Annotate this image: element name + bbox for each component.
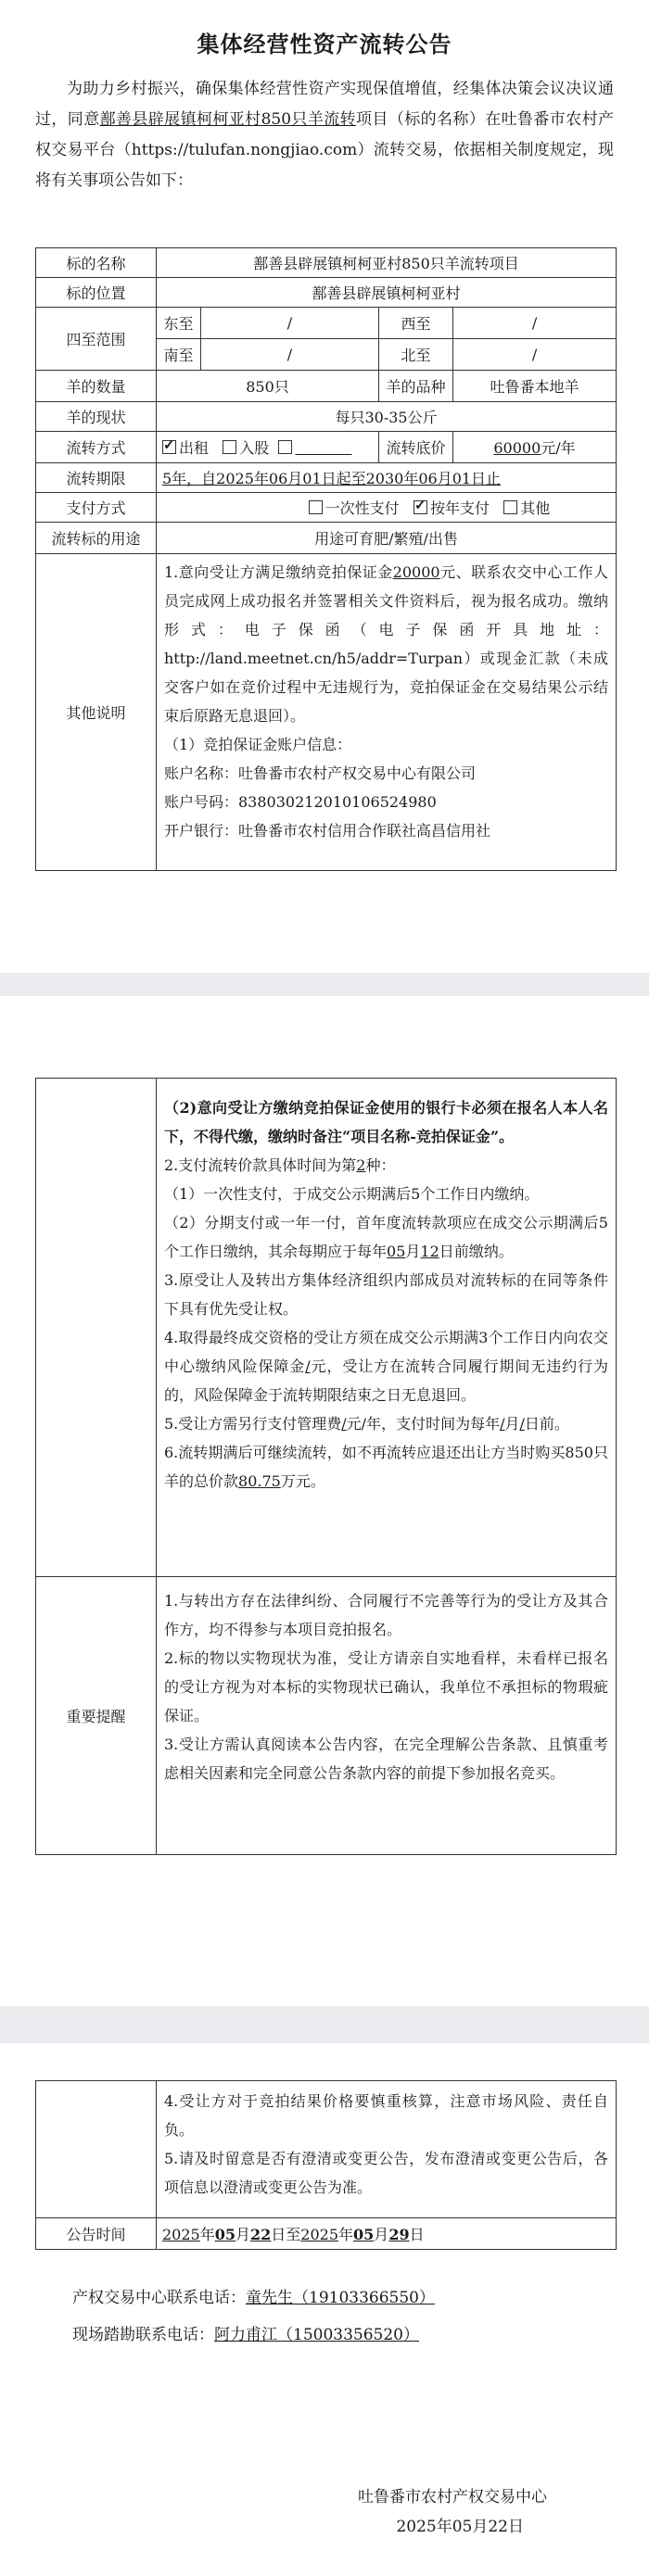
risk-deposit-value: / xyxy=(305,1357,311,1375)
table-row xyxy=(36,2081,617,2218)
price-cell xyxy=(453,432,617,463)
note-fee-c: 月 xyxy=(504,1415,520,1433)
contact-site-label: 现场踏勘联系电话： xyxy=(72,2326,214,2344)
price-label: 流转底价 xyxy=(379,432,453,463)
table-row xyxy=(36,248,617,278)
payment-option-annual: 按年支付 xyxy=(429,499,490,517)
announce-time-label: 公告时间 xyxy=(36,2218,157,2250)
table-row xyxy=(36,432,617,463)
method-blank xyxy=(295,439,351,457)
method-option-share: 入股 xyxy=(239,439,270,457)
contact-exchange-phone: 童先生（19103366550） xyxy=(246,2289,435,2307)
end-year: 2025 xyxy=(300,2226,339,2243)
payment-notes xyxy=(157,1079,617,1577)
start-day: 22 xyxy=(250,2226,272,2243)
other-note-text-a: 1.意向受让方满足缴纳竞拍保证金 xyxy=(164,563,393,581)
table-row xyxy=(36,371,617,402)
note-payment-time-b: 种： xyxy=(365,1156,396,1174)
payment-option-other: 其他 xyxy=(520,499,551,517)
reminder-3: 3.受让方需认真阅读本公告内容，在完全理解公告条款、且慎重考虑相关因素和完全同意公告条款内容的前提下参加报名竞买。 xyxy=(164,1736,608,1782)
installment-month: 05 xyxy=(387,1243,406,1260)
price-value: 60000 xyxy=(493,439,541,457)
table-row xyxy=(36,463,617,493)
table-row xyxy=(36,2218,617,2250)
north-label: 北至 xyxy=(379,339,453,371)
payment-option-lump-sum: 一次性支付 xyxy=(324,499,400,517)
reminders xyxy=(157,1577,617,1855)
term-value: 5年，自2025年06月01日起至2030年06月01日止 xyxy=(157,463,617,493)
note-installment-a: （2）分期支付或一年一付，首年度流转款项应在成交公示期满后5个工作日缴纳，其余每期应于每年 xyxy=(164,1214,608,1260)
breed-value: 吐鲁番本地羊 xyxy=(453,371,617,402)
payment-options xyxy=(157,493,617,523)
continued-label-cell xyxy=(36,1079,157,1577)
west-label: 西至 xyxy=(379,308,453,339)
checkbox-rent-checked xyxy=(162,440,176,454)
contact-site xyxy=(72,2321,419,2344)
signature-org: 吐鲁番市农村产权交易中心 xyxy=(358,2488,547,2507)
bounds-label: 四至范围 xyxy=(36,308,157,371)
table-row xyxy=(36,1577,617,1855)
payment-label: 支付方式 xyxy=(36,493,157,523)
status-label: 羊的现状 xyxy=(36,402,157,432)
announcement-page-1 xyxy=(0,0,649,973)
table-row xyxy=(36,493,617,523)
table-row xyxy=(36,523,617,554)
status-value: 每只30-35公斤 xyxy=(157,402,617,432)
checkbox-other-unchecked xyxy=(278,440,292,454)
table-row xyxy=(36,278,617,308)
reminder-1: 1.与转出方存在法律纠纷、合同履行不完善等行为的受让方及其合作方，均不得参与本项目竞拍报名。 xyxy=(164,1592,608,1638)
breed-label: 羊的品种 xyxy=(379,371,453,402)
table-row xyxy=(36,308,617,339)
end-day: 29 xyxy=(388,2226,410,2243)
contact-exchange-label: 产权交易中心联系电话： xyxy=(72,2289,246,2307)
year-char: 年 xyxy=(199,2226,215,2243)
quantity-label: 羊的数量 xyxy=(36,371,157,402)
reminders-continued xyxy=(157,2081,617,2218)
other-notes xyxy=(157,554,617,871)
account-title: （1）竞拍保证金账户信息： xyxy=(164,736,352,753)
closing-table xyxy=(35,2080,617,2250)
north-value: / xyxy=(453,339,617,371)
account-number: 账户号码：838030212010106524980 xyxy=(164,793,437,811)
reminder-label: 重要提醒 xyxy=(36,1577,157,1855)
notes-table xyxy=(35,1078,617,1855)
fee-value: / xyxy=(341,1415,347,1433)
south-value: / xyxy=(201,339,379,371)
method-options xyxy=(157,432,379,463)
continued-label-cell xyxy=(36,2081,157,2218)
start-month: 05 xyxy=(214,2226,235,2243)
intro-project-name: 鄯善县辟展镇柯柯亚村850只羊流转 xyxy=(99,110,357,129)
deposit-amount: 20000 xyxy=(392,563,440,581)
term-label: 流转期限 xyxy=(36,463,157,493)
signature-date: 2025年05月22日 xyxy=(396,2518,524,2536)
info-table xyxy=(35,247,617,871)
day-char: 日 xyxy=(409,2226,425,2243)
table-row xyxy=(36,402,617,432)
intro-text-a: 为助力乡村振兴，确保集体经营性资产实现保值增值，经集体决策会议决议通过，同意 xyxy=(35,80,614,129)
note-payment-time-a: 2.支付流转价款具体时间为第 xyxy=(164,1156,357,1174)
account-name: 账户名称：吐鲁番市农村产权交易中心有限公司 xyxy=(164,764,477,782)
note-risk-b: 元，受让方在流转合同履行期间无违约行为的，风险保障金于流转期限结束之日无息退回。 xyxy=(164,1357,608,1404)
quantity-value: 850只 xyxy=(157,371,379,402)
month-char: 月 xyxy=(374,2226,389,2243)
method-label: 流转方式 xyxy=(36,432,157,463)
announce-time-value xyxy=(157,2218,617,2250)
contact-site-phone: 阿力甫江（15003356520） xyxy=(214,2326,419,2344)
page-separator xyxy=(0,2006,649,2043)
note-fee-b: 元/年，支付时间为每年 xyxy=(346,1415,501,1433)
use-label: 流转标的用途 xyxy=(36,523,157,554)
intro-text-b: 项目（标的名称）在吐鲁番市农村产权交易平台（https://tulufan.nongjiao.com）流转交易，依据相关制度规定，现将有关事项公告如下： xyxy=(35,110,615,190)
total-price-value: 80.75 xyxy=(238,1472,281,1490)
page-title: 集体经营性资产流转公告 xyxy=(197,31,452,57)
checkbox-annual-checked xyxy=(414,500,427,514)
contact-exchange xyxy=(72,2284,435,2307)
note-fee-d: 日前。 xyxy=(524,1415,569,1433)
note-deposit-card: （2)意向受让方缴纳竞拍保证金使用的银行卡必须在报名人本人名下，不得代缴，缴纳时备注“项目名称-竞拍保证金”。 xyxy=(164,1099,608,1145)
account-bank: 开户银行：吐鲁番市农村信用合作联社高昌信用社 xyxy=(164,822,491,840)
end-month: 05 xyxy=(353,2226,375,2243)
announcement-page-3 xyxy=(0,2043,649,2576)
other-label: 其他说明 xyxy=(36,554,157,871)
note-installment-b: 月 xyxy=(405,1243,421,1260)
name-value: 鄯善县辟展镇柯柯亚村850只羊流转项目 xyxy=(157,248,617,278)
south-label: 南至 xyxy=(157,339,201,371)
location-label: 标的位置 xyxy=(36,278,157,308)
start-year: 2025 xyxy=(162,2226,200,2243)
reminder-4: 4.受让方对于竞拍结果价格要慎重核算，注意市场风险、责任自负。 xyxy=(164,2092,608,2139)
note-risk-a: 4.取得最终成交资格的受让方须在成交公示期满3个工作日内向农交中心缴纳风险保障金 xyxy=(164,1329,608,1375)
east-value: / xyxy=(201,308,379,339)
east-label: 东至 xyxy=(157,308,201,339)
method-option-rent: 出租 xyxy=(179,439,210,457)
use-value: 用途可育肥/繁殖/出售 xyxy=(157,523,617,554)
page-separator xyxy=(0,973,649,996)
fee-day: / xyxy=(519,1415,525,1433)
checkbox-share-unchecked xyxy=(223,440,236,454)
table-row xyxy=(36,1079,617,1577)
reminder-2: 2.标的物以实物现状为准，受让方请亲自实地看样，未看样已报名的受让方视为对本标的实物现状已确认，我单位不承担标的物瑕疵保证。 xyxy=(164,1649,608,1724)
intro-paragraph xyxy=(35,74,614,196)
price-unit: 元/年 xyxy=(541,439,576,457)
month-char: 月 xyxy=(235,2226,251,2243)
location-value: 鄯善县辟展镇柯柯亚村 xyxy=(157,278,617,308)
note-fee-a: 5.受让方需另行支付管理费 xyxy=(164,1415,342,1433)
day-to-char: 日至 xyxy=(271,2226,301,2243)
installment-day: 12 xyxy=(420,1243,439,1260)
note-installment-c: 日前缴纳。 xyxy=(439,1243,514,1260)
fee-month: / xyxy=(500,1415,505,1433)
west-value: / xyxy=(453,308,617,339)
payment-scheme-number: 2 xyxy=(356,1156,366,1174)
table-row xyxy=(36,554,617,871)
note-renewal-a: 6.流转期满后可继续流转，如不再流转应退还出让方当时购买850只羊的总价款 xyxy=(164,1444,608,1490)
name-label: 标的名称 xyxy=(36,248,157,278)
note-renewal-b: 万元。 xyxy=(280,1472,325,1490)
checkbox-lump-sum-unchecked xyxy=(309,500,323,514)
checkbox-other-pay-unchecked xyxy=(503,500,517,514)
note-priority: 3.原受让人及转出方集体经济组织内部成员对流转标的在同等条件下具有优先受让权。 xyxy=(164,1271,608,1318)
year-char: 年 xyxy=(338,2226,354,2243)
note-lump-sum: （1）一次性支付，于成交公示期满后5个工作日内缴纳。 xyxy=(164,1185,540,1203)
other-note-text-b: 元、联系农交中心工作人员完成网上成功报名并签署相关文件资料后，视为报名成功。缴纳形式：电子保函（电子保函开具地址：http://land.meetnet.cn/h5/addr=Turpan）或现金汇款（未成交客户如在竞价过程中无违规行为，竞拍保证金在交易结果公示结束后原路无息退回）。 xyxy=(164,563,609,725)
announcement-page-2 xyxy=(0,996,649,2006)
reminder-5: 5.请及时留意是否有澄清或变更公告，发布澄清或变更公告后，各项信息以澄清或变更公告为准。 xyxy=(164,2150,608,2196)
